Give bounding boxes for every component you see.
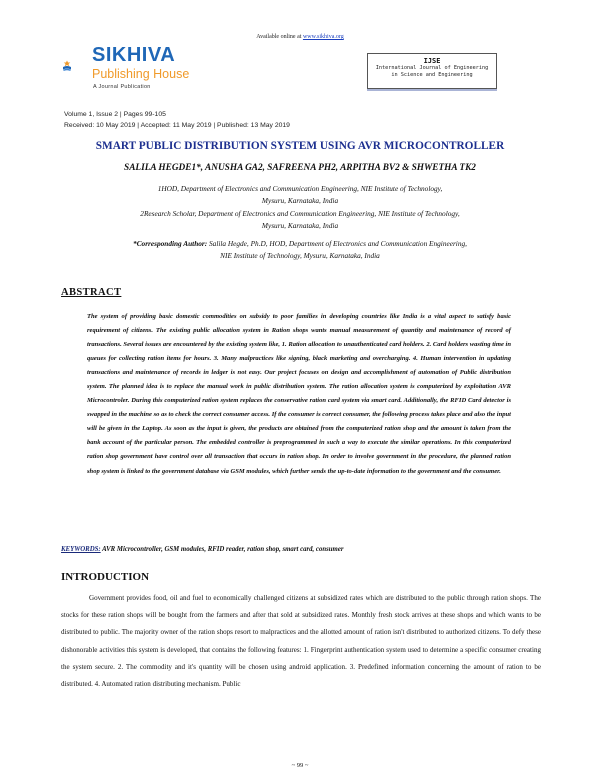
corresponding-author: *Corresponding Author: Salila Hegde, Ph.D, HOD, Department of Electronics and Communication Engineering, NIE Institute of Technology, Mysuru, Karnataka, India — [133, 239, 467, 260]
abstract-text: The system of providing basic domestic commodities on subsidy to poor families in developing countries like India is a vital aspect to satisfy basic requirement of citizens. The existing public allocation system in Ration shops wants manual measurement of quantity and maintenance of record of transactions. Several issues are encountered by the existing system like, 1. Ration allocation to unauthenticated card holders. 2. Card holders wasting time in queues for collecting ration items for hours. 3. Many malpractices like signing, black marketing and overcharging. 4. Human intervention in updating transactions and maintenance of records in ledger is not easy. Our project focuses on design and accomplishment of automation of Public distribution system. The planned idea is to replace the manual work in public distribution system. The ration allocation system is computerized by exploitation AVR Microcontroler. During this computerized ration system replaces the conservative ration card system via smart card. Additionally, the RFID Card detector is swapped in the machine so as to check the correct consumer access. If the consumer is correct consumer, the following process takes place and also the input will be given in the Laptop. As soon as the input is given, the products are obtained from the computerized ration shop and the amount is taken from the bank account of the particular person. The embedded controller is preprogrammed in such a way to execute the similar operations. In this computerized ration shop government have control over all transaction that occurs in ration shop. In order to involve government in the procedure, the planned ration shop system is linked to the government database via GSM modules, which further sends the up-to-date information to the government and the consumer. — [87, 313, 511, 475]
publisher-subtitle: Publishing House — [92, 67, 190, 81]
issue-info: Volume 1, Issue 2 | Pages 99-105 — [64, 111, 166, 118]
dates-info: Received: 10 May 2019 | Accepted: 11 May 2019 | Published: 13 May 2019 — [64, 122, 290, 129]
introduction-heading: INTRODUCTION — [61, 571, 150, 583]
availability-line: Available online at www.sikhiva.org — [256, 34, 344, 40]
journal-name-line2: in Science and Engineering — [391, 72, 473, 78]
keywords-label: KEYWORDS: — [61, 546, 101, 553]
journal-acronym: IJSE — [423, 57, 441, 65]
publisher-name: SIKHIVA — [92, 44, 176, 66]
journal-name-line1: International Journal of Engineering — [375, 65, 489, 71]
keywords — [61, 546, 541, 553]
page-number: ~ 99 ~ — [291, 762, 309, 769]
website-link[interactable]: www.sikhiva.org — [302, 34, 344, 40]
paper-authors: SALILA HEGDE1*, ANUSHA GA2, SAFREENA PH2, ARPITHA BV2 & SHWETHA TK2 — [124, 163, 476, 173]
publisher-tagline: A Journal Publication — [93, 84, 151, 90]
keywords-list: AVR Microcontroller, GSM modules, RFID reader, ration shop, smart card, consumer — [100, 546, 344, 553]
affiliation-1: 1HOD, Department of Electronics and Communication Engineering, NIE Institute of Technology, Mysuru, Karnataka, India — [157, 184, 443, 205]
affiliation-2: 2Research Scholar, Department of Electronics and Communication Engineering, NIE Institute of Technology, Mysuru, Karnataka, India — [140, 209, 460, 230]
paper-title: SMART PUBLIC DISTRIBUTION SYSTEM USING AVR MICROCONTROLLER — [95, 140, 505, 152]
introduction-text: Government provides food, oil and fuel to economically challenged citizens at subsidized rates which are distributed to the public through ration shops. The stocks for these ration shops will be bought from the farmers and after that sold at subsidized rates. Monthly fresh stock arrives at these shops and which wants to be distributed to public. The majority owner of the ration shops resort to malpractices and the allotted amount of ration isn't distributed to authorized citizens. To defy these dishonorable activities this system is developed, that contains the following features: 1. Fingerprint authentication system used to determine a specific consumer creating the system secure. 2. The commodity and it's quantity will be chosen using android application. 3. Predefined information concerning the amount of ration to be distributed. 4. Automated ration distributing mechanism. Public — [61, 594, 541, 689]
journal-box — [367, 53, 497, 89]
abstract-heading: ABSTRACT — [61, 287, 122, 298]
journal-box-underline — [367, 89, 497, 91]
